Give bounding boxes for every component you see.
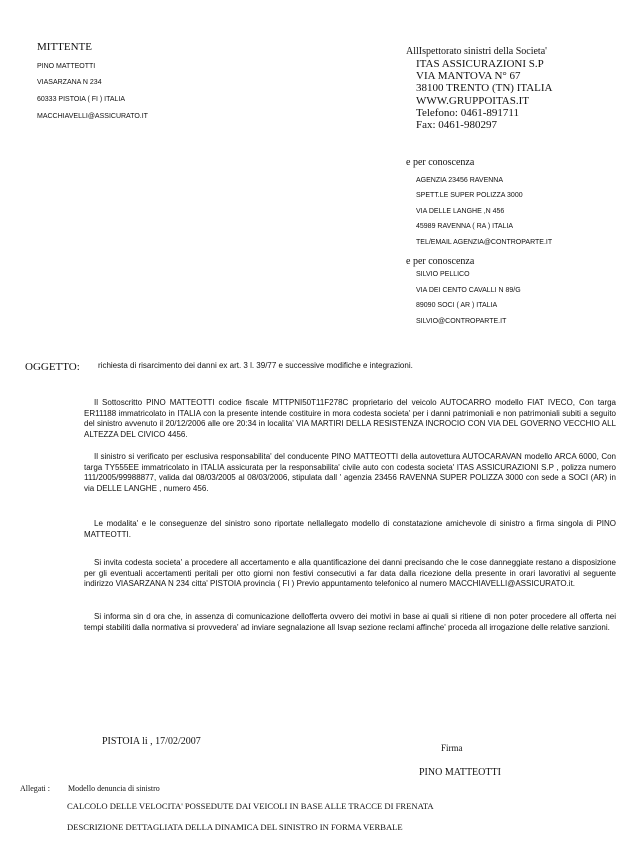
sender-heading: MITTENTE: [37, 41, 92, 53]
recipient-fax: Fax: 0461-980297: [416, 119, 497, 132]
sender-city: 60333 PISTOIA ( FI ) ITALIA: [37, 96, 126, 104]
body-paragraph-5: [84, 612, 616, 633]
sender-street: VIASARZANA N 234: [37, 79, 102, 87]
cc-agency-block: [406, 157, 552, 247]
sender-email: MACCHIAVELLI@ASSICURATO.IT: [37, 112, 148, 120]
attachments-label: Allegati :: [20, 784, 50, 793]
recipient-phone: Telefono: 0461-891711: [416, 106, 519, 119]
attachment-item-2: CALCOLO DELLE VELOCITA' POSSEDUTE DAI VEICOLI IN BASE ALLE TRACCE DI FRENATA: [67, 801, 434, 811]
body-paragraph-1-text: Il Sottoscritto PINO MATTEOTTI codice fiscale MTTPNI50T11F278C proprietario del veicolo AUTOCARRO modello FIAT IVECO, Con targa ER11188 immatricolato in ITALIA con la presente intende costituire in mora codesta societa' per i danni patrimoniali e non patrimoniali subiti a seguito del sinistro avvenuto il 20/12/2006 alle ore 20:34 in localita' VIA MARTIRI DELLA RESISTENZA INCROCIO CON VIA DEL GOVERNO VECCHIO ALL ALTEZZA DEL CIVICO 4456.: [84, 398, 616, 439]
recipient-street: VIA MANTOVA N° 67: [416, 70, 521, 83]
signature-label: Firma: [441, 743, 463, 753]
recipient-city: 38100 TRENTO (TN) ITALIA: [416, 82, 553, 95]
cc-person-block: [406, 256, 521, 326]
cc-agency-street: VIA DELLE LANGHE ,N 456: [416, 207, 505, 215]
cc-person-heading: e per conoscenza: [406, 256, 475, 267]
cc-agency-name: AGENZIA 23456 RAVENNA: [416, 176, 504, 184]
place-date: PISTOIA li , 17/02/2007: [102, 736, 201, 747]
cc-person-name: SILVIO PELLICO: [416, 271, 470, 278]
attachment-item-3: DESCRIZIONE DETTAGLIATA DELLA DINAMICA DEL SINISTRO IN FORMA VERBALE: [67, 822, 403, 832]
recipient-heading: AllIspettorato sinistri della Societa': [406, 46, 547, 57]
recipient-company: ITAS ASSICURAZIONI S.P: [416, 58, 544, 70]
cc-person-email: SILVIO@CONTROPARTE.IT: [416, 317, 507, 325]
signature-name: PINO MATTEOTTI: [419, 767, 501, 778]
cc-person-city: 89090 SOCI ( AR ) ITALIA: [416, 302, 498, 310]
sender-block: [37, 40, 148, 121]
cc-agency-city: 45989 RAVENNA ( RA ) ITALIA: [416, 223, 514, 231]
body-paragraph-1: [84, 398, 616, 440]
cc-agency-heading: e per conoscenza: [406, 157, 475, 168]
cc-person-street: VIA DEI CENTO CAVALLI N 89/G: [416, 286, 521, 294]
subject-text: richiesta di risarcimento dei danni ex art. 3 l. 39/77 e successive modifiche e integrazioni.: [98, 361, 413, 370]
sender-name: PINO MATTEOTTI: [37, 62, 96, 70]
body-paragraph-2-text: Il sinistro si verificato per esclusiva responsabilita' del conducente PINO MATTEOTTI della autovettura AUTOCARAVAN modello ARCA 6000, Con targa TY555EE immatricolato in ITALIA assicurata per la responsabilita' civile auto con codesta societa' ITAS ASSICURAZIONI S.P , polizza numero 111/2005/99988877, valida dal 08/03/2005 al 08/03/2006, stipulata dall ' agenzia 23456 RAVENNA SUPER POLIZZA 3000 con sede a SOCI (AR) in via DELLE LANGHE , numero 456.: [84, 452, 616, 493]
subject-label: OGGETTO:: [25, 361, 80, 373]
body-paragraph-4: [84, 558, 616, 590]
attachment-item-1: Modello denuncia di sinistro: [68, 784, 160, 793]
body-paragraph-4-text: Si invita codesta societa' a procedere all accertamento e alla quantificazione dei danni precisando che le cose danneggiate restano a disposizione per gli eventuali accertamenti peritali per otto giorni non festivi consecutivi a far data dalla ricezione della presente in orari lavorativi al seguente indirizzo VIASARZANA N 234 citta' PISTOIA provincia ( FI ) Previo appuntamento telefonico al numero MACCHIAVELLI@ASSICURATO.it.: [84, 558, 616, 588]
body-paragraph-3: [84, 519, 616, 540]
cc-agency-email: TEL/EMAIL AGENZIA@CONTROPARTE.IT: [416, 238, 553, 246]
recipient-website: WWW.GRUPPOITAS.IT: [416, 94, 529, 107]
body-paragraph-3-text: Le modalita' e le conseguenze del sinistro sono riportate nellallegato modello di constatazione amichevole di sinistro a firma singola di PINO MATTEOTTI.: [84, 519, 616, 539]
body-paragraph-2: [84, 452, 616, 494]
cc-agency-office: SPETT.LE SUPER POLIZZA 3000: [416, 192, 523, 200]
recipient-block: [406, 46, 553, 131]
body-paragraph-5-text: Si informa sin d ora che, in assenza di comunicazione dellofferta ovvero dei motivi in base ai quali si ritiene di non poter procedere all offerta nei tempi stabiliti dalla normativa si provvedera' ad inviare segnalazione all Isvap sezione reclami affinche' proceda all irrogazione delle relative sanzioni.: [84, 612, 616, 632]
